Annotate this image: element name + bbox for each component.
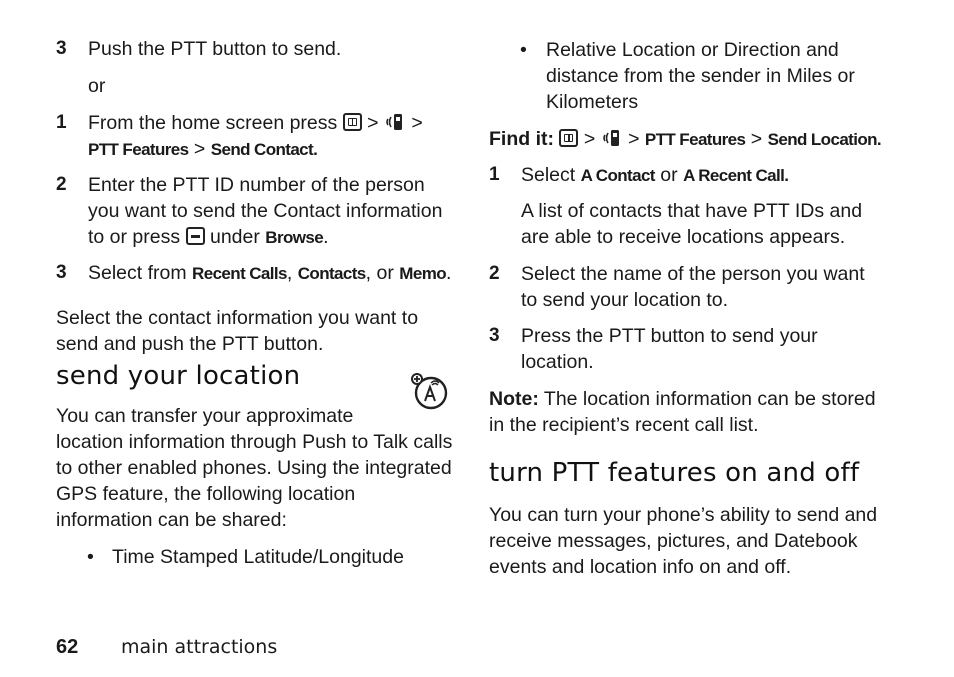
note-text: The location information can be stored	[543, 388, 876, 410]
step-number: 2	[489, 263, 500, 284]
bullet-dot: •	[87, 546, 94, 568]
bullet-dot: •	[520, 39, 527, 61]
para-line: send and push the PTT button.	[56, 333, 324, 355]
page-number: 62	[56, 636, 79, 658]
step-text: From the home screen press	[88, 112, 338, 134]
paragraph-contacts-list	[521, 198, 862, 250]
paragraph-transfer-location	[56, 403, 452, 533]
step-text-line: Press the PTT button to send your	[521, 325, 818, 347]
para-line: to other enabled phones. Using the integrated	[56, 457, 452, 479]
para-line: A list of contacts that have PTT IDs and	[521, 200, 863, 222]
para-line: information can be shared:	[56, 509, 287, 531]
step-number: 1	[489, 164, 500, 185]
bullet-text: distance from the sender in Miles or	[546, 65, 855, 87]
ui-contacts: Contacts	[297, 264, 366, 283]
ui-a-contact: A Contact	[580, 166, 655, 185]
bullet-text: Time Stamped Latitude/Longitude	[112, 546, 404, 568]
find-it-path	[489, 126, 881, 153]
note	[489, 386, 876, 438]
ui-ptt-features: PTT Features	[644, 130, 746, 149]
step-text-line: to or press	[88, 226, 181, 248]
ui-recent-calls: Recent Calls	[192, 264, 287, 283]
para-line: events and location info on and off.	[489, 556, 792, 578]
paragraph-turn-on-off	[489, 502, 877, 580]
paragraph-select-contact	[56, 305, 418, 357]
step-text-line: Enter the PTT ID number of the person	[88, 174, 425, 196]
separator: >	[367, 112, 379, 134]
punct: , or	[365, 262, 394, 284]
para-line: You can turn your phone’s ability to send and	[489, 504, 878, 526]
step-text: under	[209, 226, 260, 248]
para-line: Select the contact information you want to	[56, 307, 419, 329]
para-line: GPS feature, the following location	[56, 483, 356, 505]
soft-key-icon	[186, 227, 205, 245]
ptt-icon	[384, 111, 406, 133]
step-number: 1	[56, 112, 67, 133]
ui-send-contact: Send Contact.	[210, 140, 318, 159]
ui-memo: Memo	[399, 264, 446, 283]
step-number: 2	[56, 174, 67, 195]
punct: ,	[286, 262, 293, 284]
para-line: are able to receive locations appears.	[521, 226, 846, 248]
note-text: in the recipient’s recent call list.	[489, 414, 759, 436]
section-title: main attractions	[121, 636, 278, 658]
ui-send-location: Send Location.	[767, 130, 882, 149]
heading-turn-ptt-features: turn PTT features on and off	[489, 458, 860, 488]
note-label: Note:	[489, 388, 539, 410]
step-number: 3	[56, 262, 67, 283]
step-text: Select from	[88, 262, 187, 284]
bullet-text: Relative Location or Direction and	[546, 39, 839, 61]
step-text-line: to send your location to.	[521, 289, 729, 311]
step-number: 3	[489, 325, 500, 346]
step-text-line: Select the name of the person you want	[521, 263, 865, 285]
ptt-icon	[601, 127, 623, 149]
separator: >	[750, 128, 763, 150]
step-text: Select	[521, 164, 576, 186]
para-line: receive messages, pictures, and Datebook	[489, 530, 858, 552]
bullet-text: Kilometers	[546, 91, 639, 113]
menu-key-icon	[559, 129, 578, 147]
step-number: 3	[56, 38, 67, 59]
step-text-line: you want to send the Contact information	[88, 200, 443, 222]
heading-send-location: send your location	[56, 361, 301, 391]
menu-key-icon	[343, 113, 362, 131]
separator: >	[628, 128, 640, 150]
separator: >	[193, 138, 206, 160]
ui-a-recent-call: A Recent Call.	[683, 166, 789, 185]
step-text: or	[660, 164, 678, 186]
punct: .	[446, 262, 452, 284]
ui-browse: Browse	[265, 228, 324, 247]
step-text-line: location.	[521, 351, 594, 373]
find-it-label: Find it:	[489, 128, 554, 150]
punct: .	[323, 226, 329, 248]
or-text: or	[88, 75, 106, 97]
para-line: location information through Push to Talk calls	[56, 431, 453, 453]
ui-ptt-features: PTT Features	[88, 140, 189, 159]
separator: >	[583, 128, 596, 150]
para-line: You can transfer your approximate	[56, 405, 354, 427]
step-text: Push the PTT button to send.	[88, 38, 342, 60]
separator: >	[411, 112, 423, 134]
